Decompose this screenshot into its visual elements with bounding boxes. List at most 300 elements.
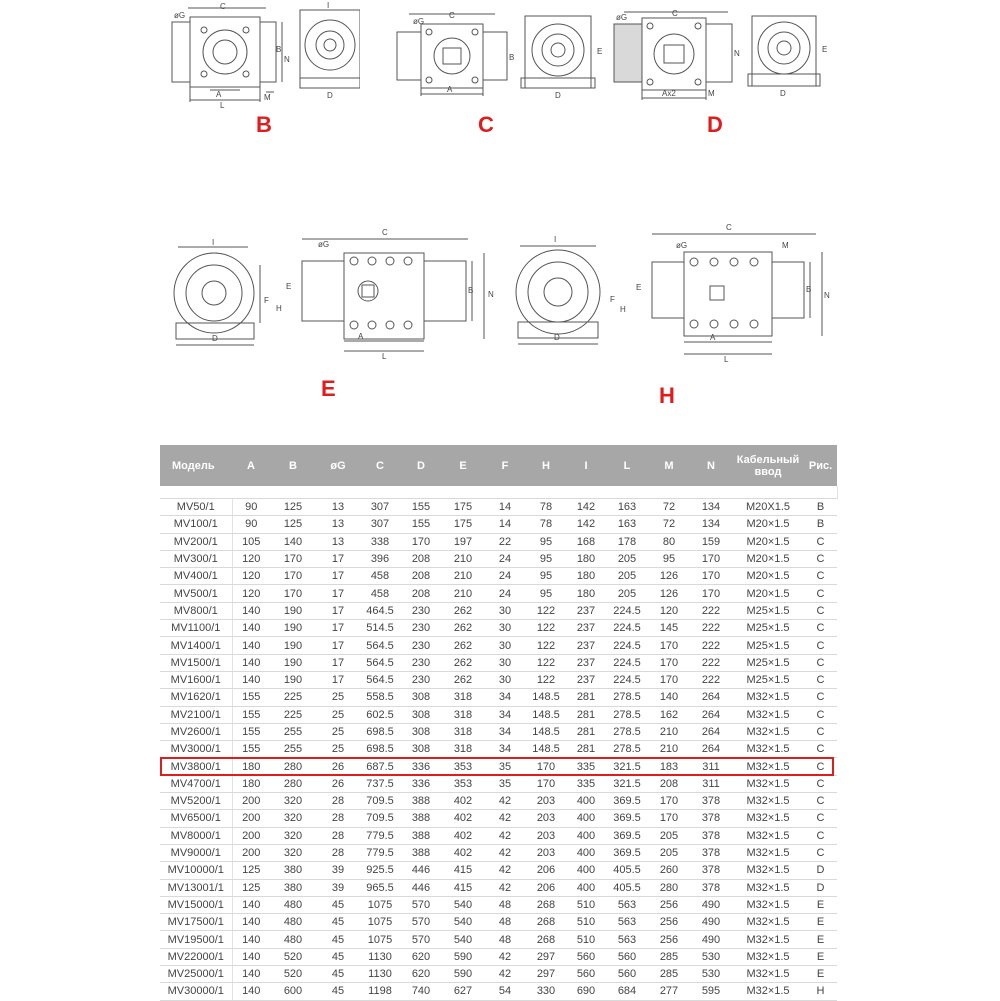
table-cell: 415 bbox=[442, 862, 484, 879]
table-cell: 684 bbox=[606, 983, 648, 1000]
table-cell: 180 bbox=[566, 585, 606, 602]
table-cell: 262 bbox=[442, 671, 484, 688]
dim-label-g: øG bbox=[413, 17, 425, 26]
model-cell: MV30000/1 bbox=[160, 983, 232, 1000]
model-cell: MV1500/1 bbox=[160, 654, 232, 671]
table-cell: 30 bbox=[484, 671, 526, 688]
table-cell: 308 bbox=[400, 741, 442, 758]
table-row bbox=[160, 637, 837, 654]
table-cell: 142 bbox=[566, 499, 606, 516]
table-cell: M25×1.5 bbox=[732, 654, 804, 671]
dim-label-b: B bbox=[509, 53, 515, 62]
model-cell: MV19500/1 bbox=[160, 931, 232, 948]
dim-label-d: D bbox=[554, 333, 560, 342]
table-cell: 490 bbox=[690, 914, 732, 931]
table-body bbox=[160, 486, 837, 1000]
model-cell: MV8000/1 bbox=[160, 827, 232, 844]
table-cell: 30 bbox=[484, 654, 526, 671]
table-cell: 400 bbox=[566, 827, 606, 844]
table-cell: C bbox=[804, 723, 837, 740]
dim-label-e: E bbox=[636, 283, 642, 292]
table-cell: 321.5 bbox=[606, 758, 648, 775]
table-cell: 140 bbox=[232, 983, 270, 1000]
table-cell: M32×1.5 bbox=[732, 879, 804, 896]
column-header: Кабельный ввод bbox=[732, 445, 804, 486]
table-cell: 122 bbox=[526, 654, 566, 671]
table-cell: 48 bbox=[484, 914, 526, 931]
table-cell: 514.5 bbox=[360, 620, 400, 637]
table-cell: 203 bbox=[526, 810, 566, 827]
table-cell: 39 bbox=[316, 862, 360, 879]
dim-label-g: øG bbox=[616, 13, 628, 22]
table-cell: 264 bbox=[690, 723, 732, 740]
table-cell: C bbox=[804, 585, 837, 602]
table-cell: 175 bbox=[442, 516, 484, 533]
column-header: B bbox=[270, 445, 316, 486]
table-cell: 353 bbox=[442, 758, 484, 775]
dim-label-c: C bbox=[449, 11, 455, 20]
dim-label-f: F bbox=[610, 295, 615, 304]
table-cell: M32×1.5 bbox=[732, 966, 804, 983]
table-cell: 30 bbox=[484, 620, 526, 637]
table-row bbox=[160, 671, 837, 688]
table-cell: 163 bbox=[606, 516, 648, 533]
table-cell: 72 bbox=[648, 516, 690, 533]
table-cell: 140 bbox=[270, 533, 316, 550]
dim-label-a: A bbox=[216, 90, 222, 99]
table-cell: 140 bbox=[232, 896, 270, 913]
table-cell: 125 bbox=[232, 862, 270, 879]
table-cell: 145 bbox=[648, 620, 690, 637]
table-cell: C bbox=[804, 654, 837, 671]
table-cell: 224.5 bbox=[606, 671, 648, 688]
table-cell: 510 bbox=[566, 914, 606, 931]
table-cell: 268 bbox=[526, 931, 566, 948]
table-cell: 709.5 bbox=[360, 810, 400, 827]
table-cell: 28 bbox=[316, 827, 360, 844]
table-cell: 28 bbox=[316, 793, 360, 810]
table-cell: 210 bbox=[648, 723, 690, 740]
table-cell: C bbox=[804, 810, 837, 827]
table-cell: C bbox=[804, 844, 837, 861]
table-row bbox=[160, 966, 837, 983]
table-cell: 740 bbox=[400, 983, 442, 1000]
table-cell: 262 bbox=[442, 637, 484, 654]
table-cell: 558.5 bbox=[360, 689, 400, 706]
dim-label-b: B bbox=[806, 285, 812, 294]
table-row bbox=[160, 741, 837, 758]
table-row bbox=[160, 602, 837, 619]
table-cell: 45 bbox=[316, 966, 360, 983]
table-cell: E bbox=[804, 896, 837, 913]
table-cell: 48 bbox=[484, 931, 526, 948]
table-cell: 281 bbox=[566, 741, 606, 758]
table-cell: 530 bbox=[690, 948, 732, 965]
table-cell: 206 bbox=[526, 879, 566, 896]
table-cell: 200 bbox=[232, 793, 270, 810]
table-cell: 402 bbox=[442, 810, 484, 827]
table-cell: 320 bbox=[270, 793, 316, 810]
table-cell: 210 bbox=[648, 741, 690, 758]
table-cell: 402 bbox=[442, 793, 484, 810]
table-cell: 264 bbox=[690, 741, 732, 758]
table-row bbox=[160, 896, 837, 913]
table-cell: 203 bbox=[526, 793, 566, 810]
table-cell: 264 bbox=[690, 706, 732, 723]
table-cell: M25×1.5 bbox=[732, 620, 804, 637]
column-header: øG bbox=[316, 445, 360, 486]
table-cell: 560 bbox=[566, 948, 606, 965]
table-cell: 30 bbox=[484, 637, 526, 654]
table-cell: 140 bbox=[232, 671, 270, 688]
table-cell: 540 bbox=[442, 896, 484, 913]
table-cell: C bbox=[804, 568, 837, 585]
table-cell: B bbox=[804, 499, 837, 516]
figure-h-label: H bbox=[659, 383, 675, 408]
table-cell: 39 bbox=[316, 879, 360, 896]
table-cell: 22 bbox=[484, 533, 526, 550]
table-cell: C bbox=[804, 706, 837, 723]
table-cell: 278.5 bbox=[606, 706, 648, 723]
table-cell: 34 bbox=[484, 689, 526, 706]
table-cell: 26 bbox=[316, 758, 360, 775]
table-cell: 126 bbox=[648, 585, 690, 602]
table-cell: 45 bbox=[316, 896, 360, 913]
table-cell: 222 bbox=[690, 654, 732, 671]
table-cell: 698.5 bbox=[360, 741, 400, 758]
table-cell: 380 bbox=[270, 879, 316, 896]
table-cell: 560 bbox=[566, 966, 606, 983]
table-cell: 590 bbox=[442, 966, 484, 983]
table-row bbox=[160, 948, 837, 965]
table-cell: 122 bbox=[526, 637, 566, 654]
table-cell: 280 bbox=[648, 879, 690, 896]
table-cell: 205 bbox=[606, 585, 648, 602]
table-cell: 321.5 bbox=[606, 775, 648, 792]
table-row bbox=[160, 585, 837, 602]
table-cell: 564.5 bbox=[360, 637, 400, 654]
dim-label-h: H bbox=[276, 304, 282, 313]
table-cell: 369.5 bbox=[606, 827, 648, 844]
table-cell: 210 bbox=[442, 550, 484, 567]
table-cell: 320 bbox=[270, 844, 316, 861]
table-spacer-row bbox=[160, 486, 837, 499]
table-row bbox=[160, 879, 837, 896]
table-cell: 353 bbox=[442, 775, 484, 792]
table-cell: 281 bbox=[566, 706, 606, 723]
table-cell: 170 bbox=[648, 793, 690, 810]
dim-label-g: øG bbox=[676, 241, 688, 250]
table-cell: 1075 bbox=[360, 896, 400, 913]
table-cell: 224.5 bbox=[606, 620, 648, 637]
table-cell: 148.5 bbox=[526, 689, 566, 706]
table-cell: 336 bbox=[400, 758, 442, 775]
table-cell: 540 bbox=[442, 931, 484, 948]
spec-table bbox=[160, 445, 838, 1001]
figure-d-label: D bbox=[707, 112, 723, 137]
table-header-row bbox=[160, 445, 837, 486]
table-cell: 205 bbox=[648, 844, 690, 861]
table-cell: 42 bbox=[484, 948, 526, 965]
table-cell: 28 bbox=[316, 810, 360, 827]
table-cell: 140 bbox=[232, 637, 270, 654]
table-cell: 190 bbox=[270, 602, 316, 619]
model-cell: MV50/1 bbox=[160, 499, 232, 516]
table-cell: 224.5 bbox=[606, 637, 648, 654]
dim-label-e: E bbox=[286, 282, 292, 291]
model-cell: MV17500/1 bbox=[160, 914, 232, 931]
table-cell: 203 bbox=[526, 844, 566, 861]
table-cell: 34 bbox=[484, 741, 526, 758]
table-cell: 224.5 bbox=[606, 654, 648, 671]
table-cell: C bbox=[804, 758, 837, 775]
table-cell: 490 bbox=[690, 896, 732, 913]
table-cell: 698.5 bbox=[360, 723, 400, 740]
table-cell: M20×1.5 bbox=[732, 516, 804, 533]
dim-label-d: D bbox=[780, 89, 786, 98]
table-row bbox=[160, 654, 837, 671]
table-cell: 95 bbox=[526, 585, 566, 602]
dim-label-d: D bbox=[327, 91, 333, 100]
table-cell: 264 bbox=[690, 689, 732, 706]
figure-h-drawing bbox=[510, 222, 830, 367]
table-cell: 369.5 bbox=[606, 810, 648, 827]
table-cell: 178 bbox=[606, 533, 648, 550]
table-cell: 45 bbox=[316, 948, 360, 965]
table-cell: 1198 bbox=[360, 983, 400, 1000]
dim-label-h: H bbox=[620, 305, 626, 314]
table-cell: 122 bbox=[526, 620, 566, 637]
table-cell: M25×1.5 bbox=[732, 602, 804, 619]
table-cell: 256 bbox=[648, 896, 690, 913]
table-cell: 400 bbox=[566, 793, 606, 810]
table-cell: 200 bbox=[232, 810, 270, 827]
dim-label-l: L bbox=[382, 352, 387, 360]
table-cell: 170 bbox=[648, 671, 690, 688]
table-cell: 170 bbox=[690, 568, 732, 585]
table-cell: 335 bbox=[566, 758, 606, 775]
table-cell: 42 bbox=[484, 793, 526, 810]
table-cell: 400 bbox=[566, 862, 606, 879]
model-cell: MV100/1 bbox=[160, 516, 232, 533]
table-cell: 595 bbox=[690, 983, 732, 1000]
table-cell: 237 bbox=[566, 637, 606, 654]
model-cell: MV4700/1 bbox=[160, 775, 232, 792]
model-cell: MV2600/1 bbox=[160, 723, 232, 740]
figure-e-label: E bbox=[321, 376, 336, 401]
table-row bbox=[160, 499, 837, 516]
model-cell: MV10000/1 bbox=[160, 862, 232, 879]
model-cell: MV5200/1 bbox=[160, 793, 232, 810]
table-cell: 14 bbox=[484, 516, 526, 533]
table-cell: 205 bbox=[606, 568, 648, 585]
table-cell: 140 bbox=[232, 931, 270, 948]
column-header: Модель bbox=[160, 445, 232, 486]
table-cell: 25 bbox=[316, 689, 360, 706]
model-cell: MV1400/1 bbox=[160, 637, 232, 654]
model-cell: MV9000/1 bbox=[160, 844, 232, 861]
table-cell: 17 bbox=[316, 585, 360, 602]
table-cell: 510 bbox=[566, 931, 606, 948]
table-cell: 13 bbox=[316, 499, 360, 516]
table-cell: E bbox=[804, 948, 837, 965]
figure-e-drawing bbox=[168, 225, 498, 360]
figure-d-drawing bbox=[610, 8, 835, 103]
table-cell: 180 bbox=[566, 550, 606, 567]
table-cell: 402 bbox=[442, 827, 484, 844]
model-cell: MV22000/1 bbox=[160, 948, 232, 965]
table-cell: 25 bbox=[316, 741, 360, 758]
table-cell: 34 bbox=[484, 723, 526, 740]
table-cell: 230 bbox=[400, 602, 442, 619]
dim-label-d: D bbox=[212, 334, 218, 343]
table-cell: 170 bbox=[400, 533, 442, 550]
table-cell: 318 bbox=[442, 723, 484, 740]
figure-c-label: C bbox=[478, 112, 494, 137]
table-cell: 148.5 bbox=[526, 706, 566, 723]
model-cell: MV3800/1 bbox=[160, 758, 232, 775]
model-cell: MV500/1 bbox=[160, 585, 232, 602]
table-cell: 388 bbox=[400, 844, 442, 861]
table-cell: 148.5 bbox=[526, 723, 566, 740]
table-cell: C bbox=[804, 827, 837, 844]
table-cell: 13 bbox=[316, 516, 360, 533]
table-cell: 560 bbox=[606, 948, 648, 965]
table-cell: 230 bbox=[400, 637, 442, 654]
table-cell: 281 bbox=[566, 689, 606, 706]
table-cell: 13 bbox=[316, 533, 360, 550]
table-cell: 54 bbox=[484, 983, 526, 1000]
table-cell: M32×1.5 bbox=[732, 862, 804, 879]
table-cell: 170 bbox=[648, 637, 690, 654]
table-cell: 210 bbox=[442, 585, 484, 602]
table-cell: 140 bbox=[232, 654, 270, 671]
table-cell: 446 bbox=[400, 862, 442, 879]
table-row bbox=[160, 516, 837, 533]
table-cell: 737.5 bbox=[360, 775, 400, 792]
table-cell: 779.5 bbox=[360, 844, 400, 861]
table-cell: 320 bbox=[270, 827, 316, 844]
table-cell: 45 bbox=[316, 914, 360, 931]
table-cell: 162 bbox=[648, 706, 690, 723]
table-cell: 378 bbox=[690, 879, 732, 896]
table-cell: M32×1.5 bbox=[732, 689, 804, 706]
table-cell: 140 bbox=[232, 602, 270, 619]
table-cell: 285 bbox=[648, 966, 690, 983]
table-cell: 308 bbox=[400, 689, 442, 706]
table-cell: M20×1.5 bbox=[732, 550, 804, 567]
table-cell: 140 bbox=[232, 914, 270, 931]
table-cell: 175 bbox=[442, 499, 484, 516]
table-cell: 405.5 bbox=[606, 862, 648, 879]
table-cell: 95 bbox=[526, 550, 566, 567]
table-cell: 190 bbox=[270, 671, 316, 688]
table-cell: 208 bbox=[400, 568, 442, 585]
dim-label-l: L bbox=[724, 355, 729, 364]
column-header: H bbox=[526, 445, 566, 486]
table-cell: 170 bbox=[690, 550, 732, 567]
table-cell: 564.5 bbox=[360, 671, 400, 688]
table-cell: 170 bbox=[270, 568, 316, 585]
table-cell: 180 bbox=[232, 775, 270, 792]
dim-label-ax2: Ax2 bbox=[662, 89, 676, 98]
table-cell: 125 bbox=[232, 879, 270, 896]
table-cell: 308 bbox=[400, 723, 442, 740]
table-cell: 297 bbox=[526, 948, 566, 965]
table-cell: 237 bbox=[566, 602, 606, 619]
table-cell: 415 bbox=[442, 879, 484, 896]
table-cell: 155 bbox=[232, 723, 270, 740]
model-cell: MV1620/1 bbox=[160, 689, 232, 706]
table-cell: 480 bbox=[270, 896, 316, 913]
table-cell: 78 bbox=[526, 499, 566, 516]
table-cell: M32×1.5 bbox=[732, 914, 804, 931]
table-cell: 627 bbox=[442, 983, 484, 1000]
table-cell: 17 bbox=[316, 550, 360, 567]
dim-label-b: B bbox=[468, 286, 474, 295]
dim-label-n: N bbox=[824, 291, 830, 300]
table-cell: 268 bbox=[526, 896, 566, 913]
table-cell: 126 bbox=[648, 568, 690, 585]
table-cell: 262 bbox=[442, 602, 484, 619]
table-cell: 24 bbox=[484, 585, 526, 602]
table-cell: 620 bbox=[400, 966, 442, 983]
table-cell: 318 bbox=[442, 689, 484, 706]
dim-label-c: C bbox=[672, 9, 678, 18]
table-cell: C bbox=[804, 793, 837, 810]
dim-label-m: M bbox=[264, 93, 271, 102]
table-cell: 925.5 bbox=[360, 862, 400, 879]
table-cell: 30 bbox=[484, 602, 526, 619]
table-row bbox=[160, 775, 837, 792]
table-cell: 378 bbox=[690, 793, 732, 810]
table-cell: 42 bbox=[484, 879, 526, 896]
model-cell: MV3000/1 bbox=[160, 741, 232, 758]
table-cell: 125 bbox=[270, 499, 316, 516]
table-cell: 687.5 bbox=[360, 758, 400, 775]
table-cell: 690 bbox=[566, 983, 606, 1000]
table-cell: 709.5 bbox=[360, 793, 400, 810]
table-cell: 155 bbox=[232, 706, 270, 723]
table-cell: C bbox=[804, 602, 837, 619]
table-cell: 268 bbox=[526, 914, 566, 931]
table-row bbox=[160, 983, 837, 1000]
table-cell: 255 bbox=[270, 723, 316, 740]
model-cell: MV1100/1 bbox=[160, 620, 232, 637]
table-cell: 203 bbox=[526, 827, 566, 844]
table-cell: 134 bbox=[690, 516, 732, 533]
table-cell: 458 bbox=[360, 585, 400, 602]
model-cell: MV200/1 bbox=[160, 533, 232, 550]
table-cell: 90 bbox=[232, 516, 270, 533]
table-cell: 1075 bbox=[360, 914, 400, 931]
table-cell: 170 bbox=[526, 758, 566, 775]
table-cell: 388 bbox=[400, 793, 442, 810]
table-cell: 17 bbox=[316, 568, 360, 585]
table-cell: 388 bbox=[400, 827, 442, 844]
table-cell: 224.5 bbox=[606, 602, 648, 619]
table-cell: 308 bbox=[400, 706, 442, 723]
table-cell: 208 bbox=[400, 550, 442, 567]
table-cell: 17 bbox=[316, 620, 360, 637]
table-cell: 140 bbox=[232, 620, 270, 637]
table-cell: 225 bbox=[270, 706, 316, 723]
dim-label-n: N bbox=[734, 49, 740, 58]
table-cell: 380 bbox=[270, 862, 316, 879]
column-header: N bbox=[690, 445, 732, 486]
table-cell: 277 bbox=[648, 983, 690, 1000]
table-cell: 222 bbox=[690, 602, 732, 619]
